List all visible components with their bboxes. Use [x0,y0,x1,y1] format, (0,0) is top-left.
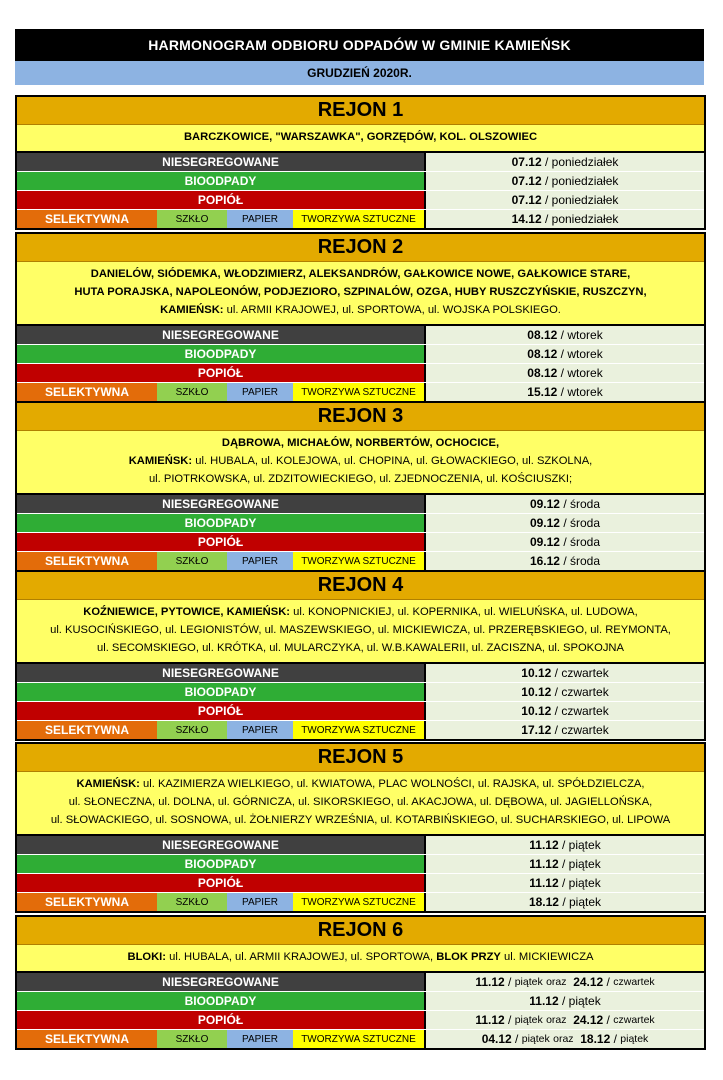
schedule-row-selektywna [17,210,704,228]
date-value: 07.12 [511,193,542,207]
area-bold: DĄBROWA, MICHAŁÓW, NORBERTÓW, OCHOCICE, [221,437,500,449]
collection-date: 11.12 / piątek oraz 24.12 / czwartek [424,1011,704,1029]
collection-date: 04.12 / piątek oraz 18.12 / piątek [424,1030,704,1048]
region-block [15,95,706,230]
region-areas [17,125,704,151]
szklo-label: SZKŁO [157,1030,227,1048]
date-value: 11.12 [475,975,505,989]
date-value: 15.12 [527,385,558,399]
area-text: ul. PIOTRKOWSKA, ul. ZDZITOWIECKIEGO, ul. ZJEDNOCZENIA, ul. KOŚCIUSZKI; [148,473,573,485]
date-value: 24.12 [573,975,604,989]
date-value: 09.12 [529,497,560,511]
area-bold: DANIELÓW, SIÓDEMKA, WŁODZIMIERZ, ALEKSANDRÓW, GAŁKOWICE NOWE, GAŁKOWICE STARE, [90,268,631,280]
schedule-row-selektywna [17,552,704,570]
area-text: ul. SŁONECZNA, ul. DOLNA, ul. GÓRNICZA, ul. SIKORSKIEGO, ul. AKACJOWA, ul. DĘBOWA, ul. JAGIELLOŃSKA, [68,796,653,808]
area-line [21,811,700,829]
weekday: piątek [514,976,543,988]
category-bioodpady: BIOODPADY [17,855,424,873]
category-selektywna [17,383,424,401]
selektywna-label: SELEKTYWNA [17,893,157,911]
date-value: 24.12 [573,1013,604,1027]
month-header: GRUDZIEŃ 2020R. [15,61,704,85]
collection-date: 14.12 / poniedziałek [424,210,704,228]
area-line [21,621,700,639]
collection-date: 11.12 / piątek [424,836,704,854]
area-text: ul. KUSOCIŃSKIEGO, ul. LEGIONISTÓW, ul. MASZEWSKIEGO, ul. MICKIEWICZA, ul. PRZERĘBSKIEGO, ul. REYMONTA, [50,624,671,636]
category-bioodpady: BIOODPADY [17,683,424,701]
collection-date: 07.12 / poniedziałek [424,191,704,209]
date-value: 16.12 [529,554,560,568]
szklo-label: SZKŁO [157,552,227,570]
schedule-row-popiol [17,874,704,893]
schedule-row-niesegregowane [17,495,704,514]
date-value: 07.12 [511,155,542,169]
date-value: 10.12 [521,704,552,718]
date-value: 07.12 [511,174,542,188]
category-selektywna [17,893,424,911]
area-line [21,301,700,319]
area-bold: KAMIEŃSK: [76,778,140,790]
category-niesegregowane: NIESEGREGOWANE [17,326,424,344]
weekday: środa [570,554,601,568]
schedule-row-popiol [17,1011,704,1030]
category-niesegregowane: NIESEGREGOWANE [17,973,424,991]
area-line [21,283,700,301]
tworzywa-label: TWORZYWA SZTUCZNE [293,1030,424,1048]
region-areas [17,945,704,971]
schedule-row-popiol [17,702,704,721]
area-line [21,128,700,146]
area-line [21,948,700,966]
area-bold: BLOK PRZY [436,951,501,963]
category-popiol: POPIÓŁ [17,364,424,382]
region-title: REJON 6 [17,917,704,945]
area-text: ul. KAZIMIERZA WIELKIEGO, ul. KWIATOWA, PLAC WOLNOŚCI, ul. RAJSKA, ul. SPÓŁDZIELCZA, [139,778,645,790]
area-text: ul. SECOMSKIEGO, ul. KRÓTKA, ul. MULARCZYKA, ul. W.B.KAWALERII, ul. ZACISZNA, ul. SPOKOJNA [97,642,624,654]
weekday: środa [570,497,601,511]
date-value: 11.12 [529,857,559,871]
category-bioodpady: BIOODPADY [17,172,424,190]
collection-date: 11.12 / piątek [424,874,704,892]
papier-label: PAPIER [227,893,293,911]
category-niesegregowane: NIESEGREGOWANE [17,495,424,513]
schedule-row-popiol [17,191,704,210]
category-niesegregowane: NIESEGREGOWANE [17,836,424,854]
area-bold: BLOKI: [127,951,167,963]
area-bold: KAMIEŃSK: [128,455,193,467]
date-value: 10.12 [521,685,552,699]
region-title: REJON 5 [17,744,704,772]
collection-date: 09.12 / środa [424,533,704,551]
conjunction: oraz [546,976,567,988]
collection-date: 18.12 / piątek [424,893,704,911]
papier-label: PAPIER [227,552,293,570]
date-value: 08.12 [527,347,558,361]
area-text: ul. MICKIEWICZA [500,951,594,963]
category-selektywna [17,552,424,570]
date-value: 09.12 [529,535,560,549]
schedule-row-popiol [17,364,704,383]
area-line [21,793,700,811]
region-block [15,742,706,913]
area-line [21,470,700,488]
weekday: środa [570,535,601,549]
date-value: 11.12 [529,838,559,852]
szklo-label: SZKŁO [157,721,227,739]
schedule-row-popiol [17,533,704,552]
date-value: 09.12 [529,516,560,530]
date-value: 10.12 [521,666,552,680]
schedule-table [17,971,704,1048]
area-text: ul. SŁOWACKIEGO, ul. SOSNOWA, ul. ŻOŁNIERZY WRZEŚNIA, ul. KOTARBIŃSKIEGO, ul. SUCHARSKIEGO, ul. LIPOWA [50,814,671,826]
tworzywa-label: TWORZYWA SZTUCZNE [293,721,424,739]
selektywna-label: SELEKTYWNA [17,383,157,401]
collection-date: 07.12 / poniedziałek [424,172,704,190]
papier-label: PAPIER [227,721,293,739]
collection-date: 11.12 / piątek [424,855,704,873]
tworzywa-label: TWORZYWA SZTUCZNE [293,383,424,401]
category-popiol: POPIÓŁ [17,533,424,551]
region-areas [17,600,704,662]
area-text: ul. KONOPNICKIEJ, ul. KOPERNIKA, ul. WIELUŃSKA, ul. LUDOWA, [290,606,638,618]
collection-date: 10.12 / czwartek [424,664,704,682]
area-line [21,639,700,657]
collection-date: 09.12 / środa [424,495,704,513]
region-block [15,570,706,741]
schedule-row-bioodpady [17,345,704,364]
date-value: 18.12 [528,895,559,909]
weekday: czwartek [613,1014,655,1026]
area-text: ul. ARMII KRAJOWEJ, ul. SPORTOWA, ul. WOJSKA POLSKIEGO. [223,304,561,316]
collection-date: 08.12 / wtorek [424,326,704,344]
date-value: 08.12 [527,328,558,342]
collection-date: 08.12 / wtorek [424,345,704,363]
area-bold: BARCZKOWICE, "WARSZAWKA", GORZĘDÓW, KOL. OLSZOWIEC [183,131,538,143]
region-block [15,232,706,403]
area-line [21,434,700,452]
weekday: piątek [569,895,602,909]
conjunction: oraz [553,1033,574,1045]
date-value: 11.12 [529,876,559,890]
collection-date: 08.12 / wtorek [424,364,704,382]
schedule-row-selektywna [17,721,704,739]
collection-date: 17.12 / czwartek [424,721,704,739]
category-popiol: POPIÓŁ [17,1011,424,1029]
papier-label: PAPIER [227,383,293,401]
region-title: REJON 4 [17,572,704,600]
collection-date: 10.12 / czwartek [424,683,704,701]
collection-date: 15.12 / wtorek [424,383,704,401]
schedule-row-niesegregowane [17,836,704,855]
category-popiol: POPIÓŁ [17,702,424,720]
schedule-table [17,324,704,401]
category-bioodpady: BIOODPADY [17,992,424,1010]
schedule-row-bioodpady [17,683,704,702]
weekday: wtorek [567,366,603,380]
region-title: REJON 1 [17,97,704,125]
tworzywa-label: TWORZYWA SZTUCZNE [293,210,424,228]
date-value: 11.12 [529,994,559,1008]
weekday: piątek [568,876,601,890]
conjunction: oraz [546,1014,567,1026]
schedule-row-bioodpady [17,855,704,874]
schedule-row-bioodpady [17,992,704,1011]
schedule-table [17,151,704,228]
szklo-label: SZKŁO [157,893,227,911]
area-line [21,265,700,283]
weekday: piątek [568,857,601,871]
schedule-row-selektywna [17,383,704,401]
category-niesegregowane: NIESEGREGOWANE [17,153,424,171]
papier-label: PAPIER [227,1030,293,1048]
weekday: piątek [568,838,601,852]
date-value: 18.12 [580,1032,611,1046]
category-selektywna [17,721,424,739]
weekday: piątek [514,1014,543,1026]
szklo-label: SZKŁO [157,383,227,401]
szklo-label: SZKŁO [157,210,227,228]
collection-date: 10.12 / czwartek [424,702,704,720]
tworzywa-label: TWORZYWA SZTUCZNE [293,893,424,911]
area-line [21,775,700,793]
area-line [21,452,700,470]
area-text: ul. HUBALA, ul. ARMII KRAJOWEJ, ul. SPORTOWA, [166,951,437,963]
region-areas [17,431,704,493]
collection-date: 11.12 / piątek [424,992,704,1010]
schedule-row-niesegregowane [17,664,704,683]
region-areas [17,772,704,834]
area-bold: HUTA PORAJSKA, NAPOLEONÓW, PODJEZIORO, SZPINALÓW, OZGA, HUBY RUSZCZYŃSKIE, RUSZCZYN, [74,286,647,298]
category-popiol: POPIÓŁ [17,191,424,209]
schedule-row-selektywna [17,1030,704,1048]
weekday: czwartek [561,685,609,699]
date-value: 14.12 [511,212,542,226]
weekday: wtorek [567,385,603,399]
category-bioodpady: BIOODPADY [17,345,424,363]
weekday: wtorek [567,347,603,361]
category-bioodpady: BIOODPADY [17,514,424,532]
weekday: poniedziałek [551,174,619,188]
selektywna-label: SELEKTYWNA [17,721,157,739]
papier-label: PAPIER [227,210,293,228]
schedule-table [17,834,704,911]
weekday: środa [570,516,601,530]
area-bold: KOŹNIEWICE, PYTOWICE, KAMIEŃSK: [83,606,291,618]
date-value: 04.12 [481,1032,512,1046]
schedule-row-bioodpady [17,172,704,191]
weekday: czwartek [561,704,609,718]
collection-date: 09.12 / środa [424,514,704,532]
schedule-table [17,493,704,570]
region-block [15,401,706,572]
weekday: piątek [620,1033,649,1045]
area-line [21,603,700,621]
schedule-row-niesegregowane [17,326,704,345]
region-areas [17,262,704,324]
schedule-table [17,662,704,739]
date-value: 11.12 [475,1013,505,1027]
page-title: HARMONOGRAM ODBIORU ODPADÓW W GMINIE KAMIEŃSK [15,29,704,61]
weekday: piątek [521,1033,550,1045]
date-value: 17.12 [521,723,552,737]
date-value: 08.12 [527,366,558,380]
category-popiol: POPIÓŁ [17,874,424,892]
region-title: REJON 2 [17,234,704,262]
collection-date: 11.12 / piątek oraz 24.12 / czwartek [424,973,704,991]
tworzywa-label: TWORZYWA SZTUCZNE [293,552,424,570]
selektywna-label: SELEKTYWNA [17,1030,157,1048]
area-text: ul. HUBALA, ul. KOLEJOWA, ul. CHOPINA, ul. GŁOWACKIEGO, ul. SZKOLNA, [192,455,593,467]
weekday: poniedziałek [551,193,619,207]
collection-date: 16.12 / środa [424,552,704,570]
region-title: REJON 3 [17,403,704,431]
category-selektywna [17,210,424,228]
area-bold: KAMIEŃSK: [160,304,224,316]
region-block [15,915,706,1050]
schedule-row-niesegregowane [17,153,704,172]
schedule-row-niesegregowane [17,973,704,992]
weekday: czwartek [561,723,609,737]
weekday: czwartek [561,666,609,680]
weekday: poniedziałek [551,155,619,169]
category-niesegregowane: NIESEGREGOWANE [17,664,424,682]
weekday: wtorek [567,328,603,342]
weekday: piątek [568,994,601,1008]
schedule-row-bioodpady [17,514,704,533]
schedule-row-selektywna [17,893,704,911]
weekday: czwartek [613,976,655,988]
collection-date: 07.12 / poniedziałek [424,153,704,171]
weekday: poniedziałek [551,212,619,226]
selektywna-label: SELEKTYWNA [17,210,157,228]
category-selektywna [17,1030,424,1048]
selektywna-label: SELEKTYWNA [17,552,157,570]
